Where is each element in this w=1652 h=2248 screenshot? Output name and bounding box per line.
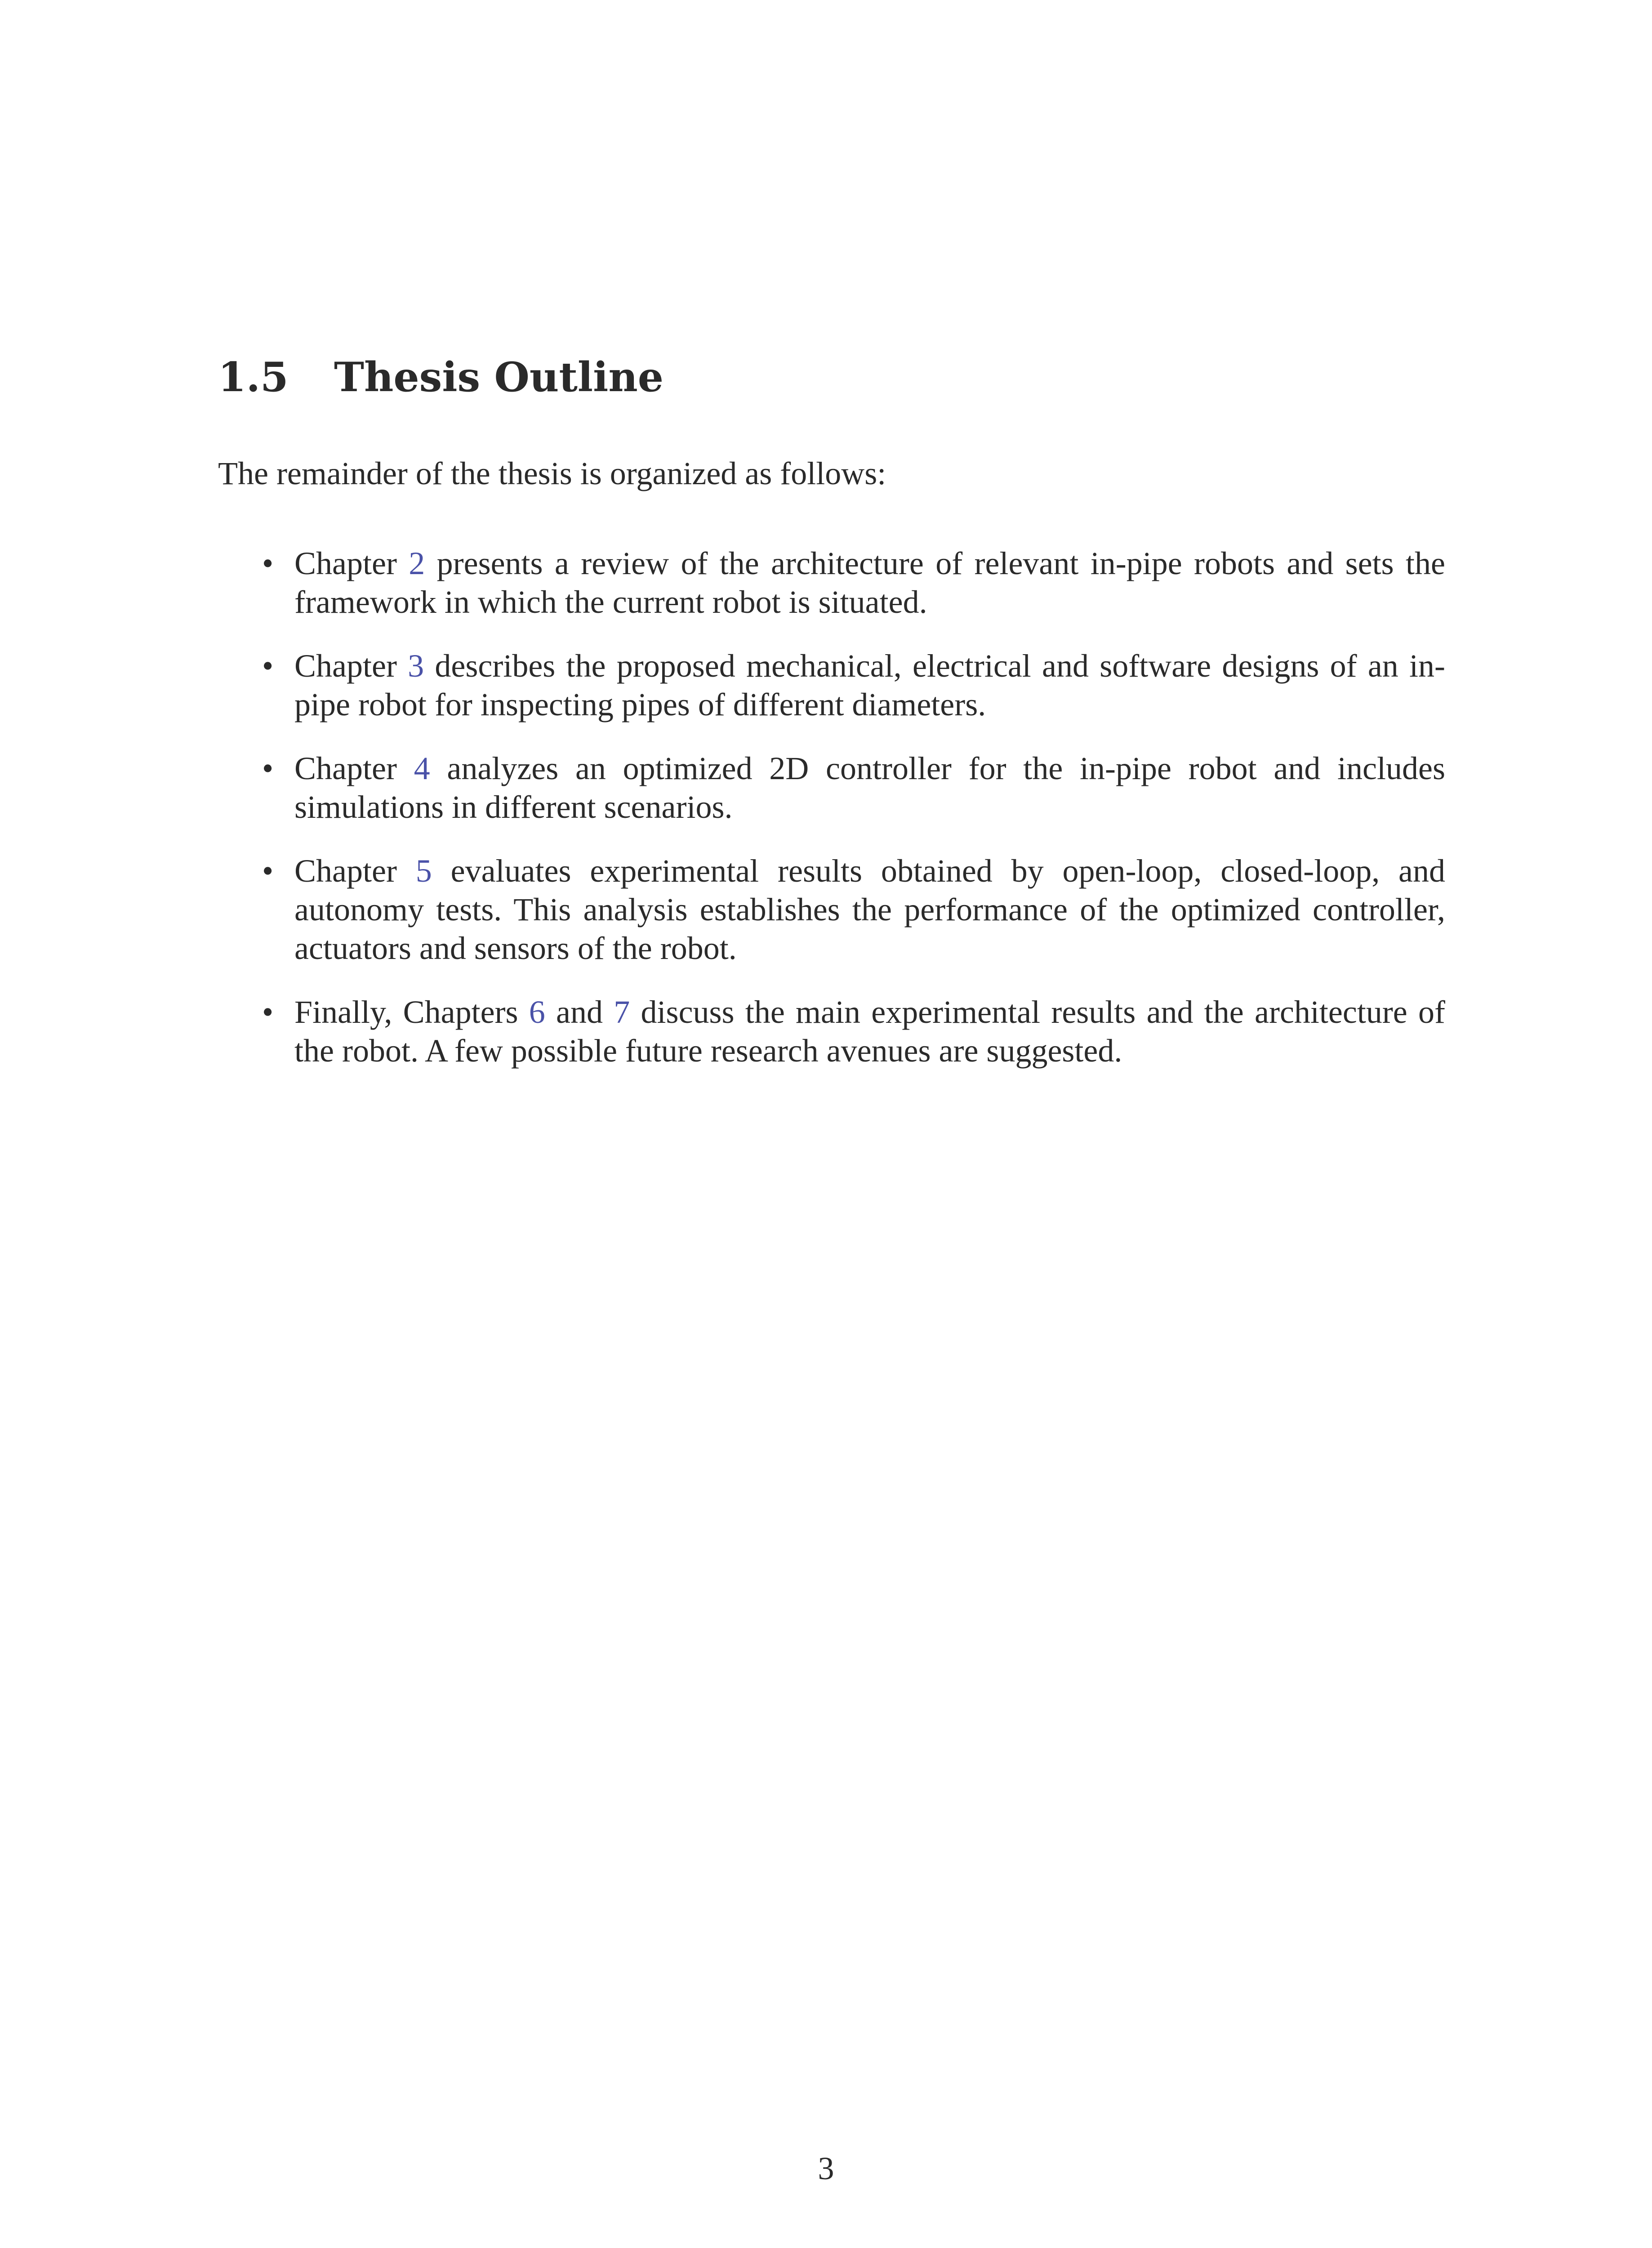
outline-item-lead: Chapter bbox=[294, 853, 416, 889]
outline-item-chapter-4 bbox=[262, 749, 1445, 826]
bullet-icon: • bbox=[262, 853, 274, 889]
page-number: 3 bbox=[818, 2150, 834, 2186]
bullet-icon: • bbox=[262, 994, 274, 1030]
outline-item-lead: Chapter bbox=[294, 545, 409, 581]
outline-item-chapters-6-7 bbox=[262, 993, 1445, 1070]
chapter-outline-list bbox=[262, 544, 1446, 1095]
section-number: 1.5 bbox=[218, 353, 289, 401]
chapter-7-link[interactable]: 7 bbox=[614, 994, 630, 1030]
chapter-2-link[interactable]: 2 bbox=[409, 545, 425, 581]
outline-item-text: discuss the main experimental results and the architecture of the robot. A few possible future research avenues are suggested. bbox=[294, 994, 1445, 1069]
outline-item-lead: Finally, Chapters bbox=[294, 994, 529, 1030]
chapter-4-link[interactable]: 4 bbox=[414, 750, 430, 786]
chapter-5-link[interactable]: 5 bbox=[415, 853, 432, 889]
chapter-3-link[interactable]: 3 bbox=[408, 648, 424, 684]
chapter-6-link[interactable]: 6 bbox=[529, 994, 545, 1030]
outline-item-chapter-5 bbox=[262, 852, 1446, 968]
outline-item-chapter-2 bbox=[262, 544, 1445, 621]
outline-item-connector: and bbox=[545, 994, 614, 1030]
intro-paragraph: The remainder of the thesis is organized as follows: bbox=[218, 455, 886, 491]
outline-item-text: presents a review of the architecture of relevant in-pipe robots and sets the framework in which the current robot is situated. bbox=[294, 545, 1445, 620]
bullet-icon: • bbox=[262, 648, 274, 684]
section-title: Thesis Outline bbox=[334, 353, 664, 401]
outline-item-chapter-3 bbox=[262, 647, 1446, 724]
outline-item-lead: Chapter bbox=[294, 750, 414, 786]
outline-item-text: analyzes an optimized 2D controller for the in-pipe robot and includes simulations in different scenarios. bbox=[294, 750, 1445, 825]
outline-item-lead: Chapter bbox=[294, 648, 408, 684]
section-heading bbox=[218, 353, 663, 401]
bullet-icon: • bbox=[262, 750, 274, 786]
bullet-icon: • bbox=[262, 545, 274, 581]
outline-item-text: evaluates experimental results obtained by open-loop, closed-loop, and autonomy tests. This analysis establishes the performance of the optimized controller, actuators and sensors of the robot. bbox=[294, 853, 1446, 966]
outline-item-text: describes the proposed mechanical, electrical and software designs of an in-pipe robot for inspecting pipes of different diameters. bbox=[294, 648, 1446, 723]
